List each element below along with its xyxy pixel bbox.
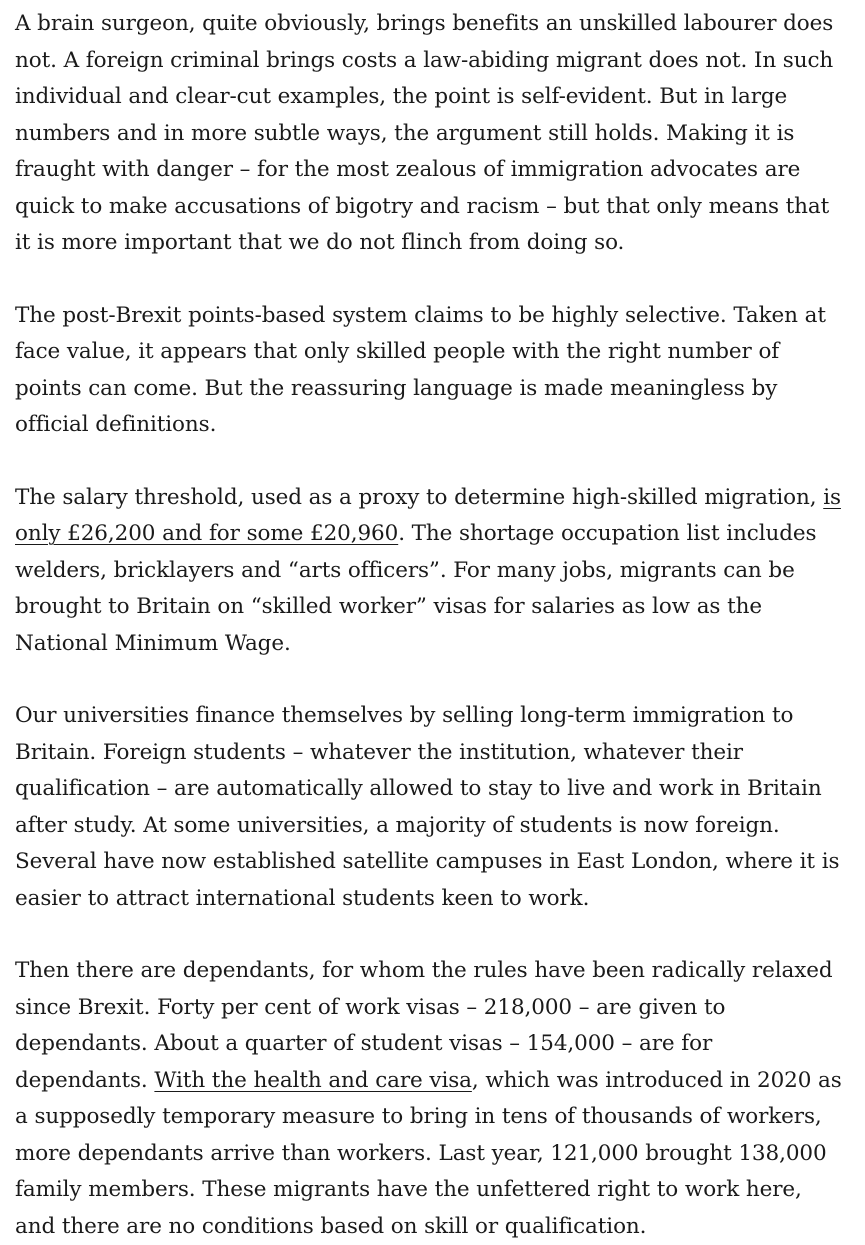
paragraph-text: Then there are dependants, for whom the rules have been radically relaxed since Brexit. Forty per cent of work visas – 218,000 – are given to dependants. About a quarter of student visas – 154,000 – are for dependants. bbox=[15, 958, 833, 1093]
paragraph-text: . The shortage occupation list includes welders, bricklayers and “arts officers”. For many jobs, migrants can be brought to Britain on “skilled worker” visas for salaries as low as the National Minimum Wage. bbox=[15, 521, 817, 656]
salary-threshold-link[interactable]: is only £26,200 and for some £20,960 bbox=[15, 484, 841, 546]
paragraph-points-based-system: The post-Brexit points-based system claims to be highly selective. Taken at face value, it appears that only skilled people with the right number of points can come. But the reassuring language is made meaningless by official definitions. bbox=[15, 302, 826, 437]
paragraph-text: , which was introduced in 2020 as a supposedly temporary measure to bring in tens of thousands of workers, more dependants arrive than workers. Last year, 121,000 brought 138,000 family members. These migrants have the unfettered right to work here, and there are no conditions based on skill or qualification. bbox=[15, 1067, 842, 1239]
paragraph-dependants bbox=[15, 953, 845, 1245]
health-care-visa-link[interactable]: With the health and care visa bbox=[154, 1067, 472, 1093]
article-body bbox=[15, 6, 845, 1245]
paragraph-text: The salary threshold, used as a proxy to determine high-skilled migration, bbox=[15, 484, 824, 510]
paragraph-brain-surgeon: A brain surgeon, quite obviously, brings benefits an unskilled labourer does not. A foreign criminal brings costs a law-abiding migrant does not. In such individual and clear-cut examples, the point is self-evident. But in large numbers and in more subtle ways, the argument still holds. Making it is fraught with danger – for the most zealous of immigration advocates are quick to make accusations of bigotry and racism – but that only means that it is more important that we do not flinch from doing so. bbox=[15, 11, 834, 255]
paragraph-salary-threshold bbox=[15, 480, 845, 663]
paragraph-universities: Our universities finance themselves by selling long-term immigration to Britain. Foreign students – whatever the institution, whatever their qualification – are automatically allowed to stay to live and work in Britain after study. At some universities, a majority of students is now foreign. Several have now established satellite campuses in East London, where it is easier to attract international students keen to work. bbox=[15, 703, 840, 911]
